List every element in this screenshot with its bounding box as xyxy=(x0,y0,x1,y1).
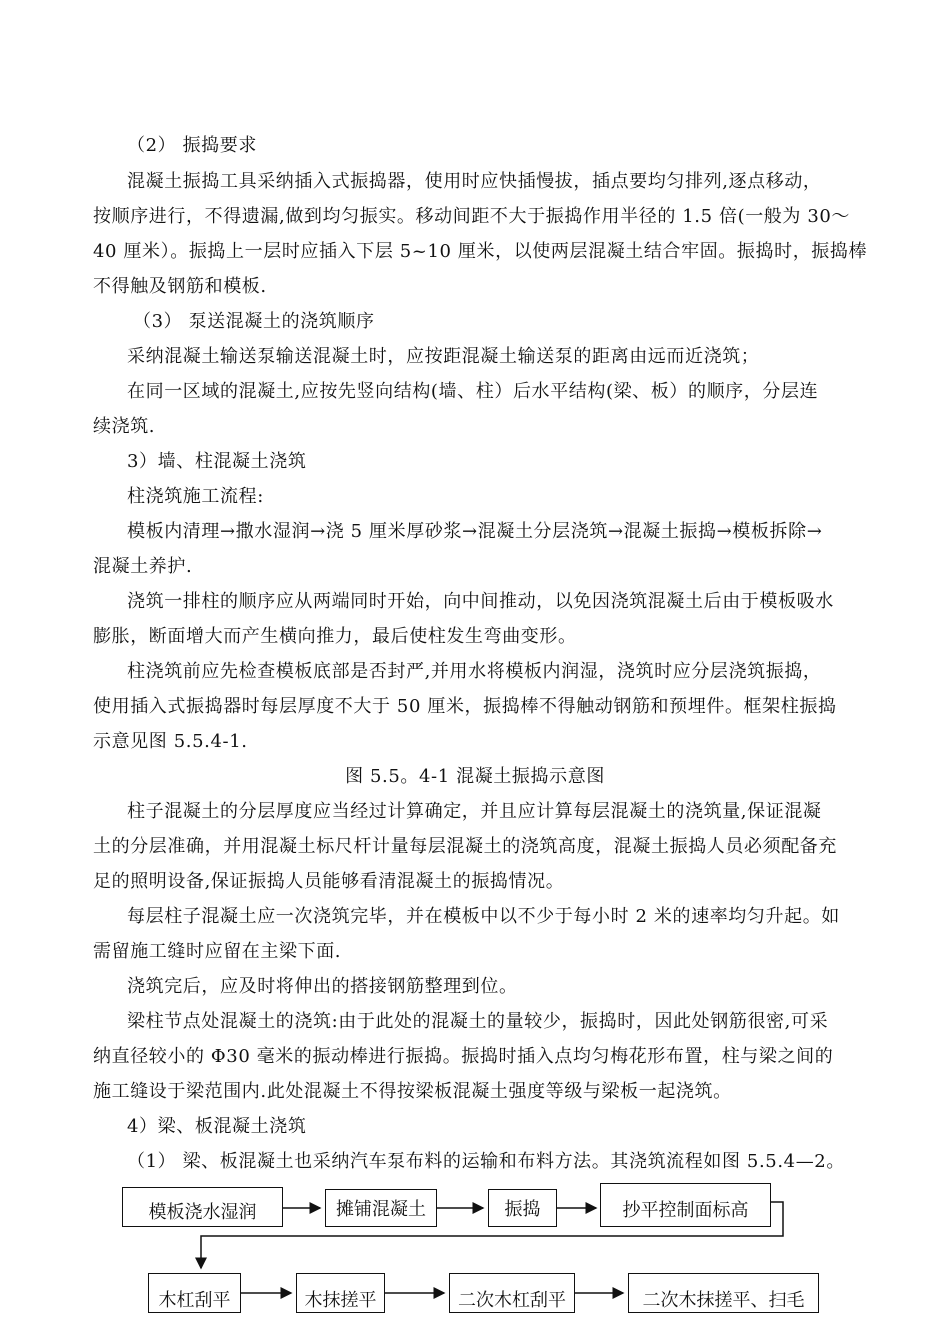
figure-caption: 图 5.5。4-1 混凝土振捣示意图 xyxy=(345,766,605,787)
paragraph-line: 采纳混凝土输送泵输送混凝土时，应按距混凝土输送泵的距离由远而近浇筑； xyxy=(127,346,760,367)
flow-step-label: 二次木抹搓平、扫毛 xyxy=(642,1290,805,1311)
heading-wall-column-pouring: 3）墙、柱混凝土浇筑 xyxy=(127,451,307,472)
flow-step-label: 二次木杠刮平 xyxy=(458,1290,566,1311)
paragraph-line: 柱子混凝土的分层厚度应当经过计算确定，并且应计算每层混凝土的浇筑量,保证混凝 xyxy=(127,801,822,822)
paragraph-line: 梁柱节点处混凝土的浇筑:由于此处的混凝土的量较少，振捣时，因此处钢筋很密,可采 xyxy=(127,1011,829,1032)
paragraph-line: 土的分层准确，并用混凝土标尺杆计量每层混凝土的浇筑高度，混凝土振捣人员必须配备充 xyxy=(93,836,837,857)
paragraph-line: 按顺序进行，不得遗漏,做到均匀振实。移动间距不大于振捣作用半径的 1.5 倍(一般为 30～ xyxy=(93,206,851,227)
paragraph-line: 续浇筑. xyxy=(93,416,156,437)
paragraph-line: 施工缝设于梁范围内.此处混凝土不得按梁板混凝土强度等级与梁板一起浇筑。 xyxy=(93,1081,732,1102)
paragraph-line: 模板内清理→撒水湿润→浇 5 厘米厚砂浆→混凝土分层浇筑→混凝土振捣→模板拆除→ xyxy=(127,521,823,542)
flow-step-second-screed xyxy=(449,1273,575,1313)
flow-step-label: 振捣 xyxy=(504,1199,541,1220)
paragraph-line: 混凝土养护. xyxy=(93,556,193,577)
heading-vibration-requirements: （2） 振捣要求 xyxy=(127,135,257,156)
flow-step-label: 摊铺混凝土 xyxy=(336,1199,426,1220)
paragraph-line: 40 厘米）。振捣上一层时应插入下层 5~10 厘米，以使两层混凝土结合牢固。振捣时，振捣棒 xyxy=(93,241,868,262)
flow-step-level-control xyxy=(600,1183,771,1227)
paragraph-line: 柱浇筑前应先检查模板底部是否封严,并用水将模板内润湿，浇筑时应分层浇筑振捣， xyxy=(127,661,822,682)
flow-step-formwork-wetting xyxy=(122,1187,283,1227)
paragraph-line: 浇筑完后，应及时将伸出的搭接钢筋整理到位。 xyxy=(127,976,518,997)
paragraph-line: 膨胀，断面增大而产生横向推力，最后使柱发生弯曲变形。 xyxy=(93,626,577,647)
heading-pumping-order: （3） 泵送混凝土的浇筑顺序 xyxy=(133,311,375,332)
paragraph-line: 在同一区域的混凝土,应按先竖向结构(墙、柱）后水平结构(梁、板）的顺序，分层连 xyxy=(127,381,819,402)
flow-step-label: 木杠刮平 xyxy=(158,1290,231,1311)
flow-step-second-trowel xyxy=(628,1273,819,1313)
heading-beam-slab-pouring: 4）梁、板混凝土浇筑 xyxy=(127,1116,307,1137)
paragraph-line: 纳直径较小的 Φ30 毫米的振动棒进行振捣。振捣时插入点均匀梅花形布置，柱与梁之间的 xyxy=(93,1046,834,1067)
paragraph-line: 使用插入式振捣器时每层厚度不大于 50 厘米，振捣棒不得触动钢筋和预埋件。框架柱振捣 xyxy=(93,696,837,717)
paragraph-line: 需留施工缝时应留在主梁下面. xyxy=(93,941,342,962)
flow-step-trowel xyxy=(296,1273,385,1313)
flow-step-label: 模板浇水湿润 xyxy=(148,1202,257,1223)
paragraph-line: 浇筑一排柱的顺序应从两端同时开始，向中间推动，以免因浇筑混凝土后由于模板吸水 xyxy=(127,591,834,612)
flow-step-label: 木抹搓平 xyxy=(304,1290,377,1311)
paragraph-line: 每层柱子混凝土应一次浇筑完毕，并在模板中以不少于每小时 2 米的速率均匀升起。如 xyxy=(127,906,840,927)
paragraph-line: 混凝土振捣工具采纳插入式振捣器，使用时应快插慢拔，插点要均匀排列,逐点移动， xyxy=(127,171,822,192)
paragraph-line: 柱浇筑施工流程: xyxy=(127,486,264,507)
paragraph-line: （1） 梁、板混凝土也采纳汽车泵布料的运输和布料方法。其浇筑流程如图 5.5.4—2。 xyxy=(127,1151,845,1172)
flow-step-label: 抄平控制面标高 xyxy=(622,1200,749,1221)
paragraph-line: 示意见图 5.5.4-1. xyxy=(93,731,248,752)
paragraph-line: 不得触及钢筋和模板. xyxy=(93,276,267,297)
flow-step-screed xyxy=(148,1273,241,1313)
flow-step-spread-concrete xyxy=(325,1189,437,1227)
paragraph-line: 足的照明设备,保证振捣人员能够看清混凝土的振捣情况。 xyxy=(93,871,565,892)
flow-step-vibrate xyxy=(488,1189,557,1227)
